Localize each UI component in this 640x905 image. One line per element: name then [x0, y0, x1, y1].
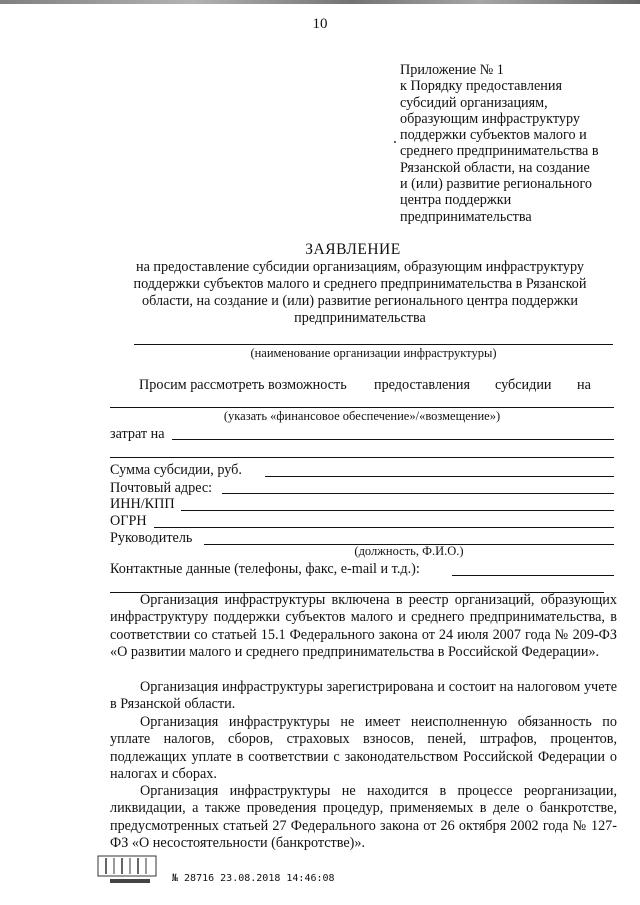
- costs-field[interactable]: [172, 439, 614, 440]
- statement-paragraph: [110, 679, 617, 714]
- subtitle-line: на предоставление субсидии организациям, образующим инфраструктуру: [135, 259, 585, 275]
- statement-text: Организация инфраструктуры зарегистрирована и состоит на налоговом учете в Рязанской области.: [110, 679, 617, 713]
- appendix-line: предпринимательства: [400, 208, 532, 225]
- inn-field[interactable]: [181, 510, 614, 511]
- statement-text: Организация инфраструктуры включена в реестр организаций, образующих инфраструктуру поддержки субъектов малого и среднего предпринимательства, в соответствии со статьей 15.1 Федерального закона от 24 июля 2007 года № 209-ФЗ «О развитии малого и среднего предпринимательства в Российской Федерации».: [110, 592, 617, 660]
- request-text-4: на: [577, 377, 591, 393]
- org-name-caption: (наименование организации инфраструктуры): [250, 346, 497, 360]
- ogrn-label: ОГРН: [110, 513, 147, 529]
- document-title: ЗАЯВЛЕНИЕ: [305, 241, 401, 258]
- appendix-line: и (или) развитие регионального: [400, 176, 593, 193]
- subtitle-line: поддержки субъектов малого и среднего предпринимательства в Рязанской: [133, 276, 587, 292]
- costs-label: затрат на: [110, 426, 165, 442]
- subtitle-line: предпринимательства: [294, 310, 426, 326]
- appendix-line: к Порядку предоставления: [400, 78, 562, 95]
- head-label: Руководитель: [110, 530, 193, 546]
- amount-label: Сумма субсидии, руб.: [110, 462, 242, 478]
- contacts-field[interactable]: [452, 575, 614, 576]
- request-text-3: субсидии: [495, 377, 552, 393]
- appendix-line: поддержки субъектов малого и: [400, 127, 587, 144]
- inn-label: ИНН/КПП: [110, 496, 175, 512]
- appendix-line: субсидий организациям,: [400, 94, 548, 111]
- subsidy-type-line[interactable]: [110, 407, 614, 408]
- scan-speck: [394, 141, 396, 143]
- appendix-line: среднего предпринимательства в: [400, 143, 599, 160]
- statement-paragraph: [110, 783, 617, 852]
- statement-text: Организация инфраструктуры не имеет неисполненную обязанность по уплате налогов, сборов, страховых взносов, пеней, штрафов, процентов, подлежащих уплате в соответствии с законодательством Российской Федерации о налогах и сборах.: [110, 714, 617, 782]
- page-number: 10: [312, 16, 328, 32]
- request-text-1: Просим рассмотреть возможность: [139, 377, 347, 393]
- amount-field[interactable]: [265, 476, 614, 477]
- request-text-2: предоставления: [374, 377, 471, 393]
- statement-paragraph: [110, 714, 617, 783]
- statement-paragraph: [110, 592, 617, 661]
- appendix-block: [400, 62, 640, 225]
- subsidy-type-caption: (указать «финансовое обеспечение»/«возмещение»): [223, 409, 501, 423]
- contacts-label: Контактные данные (телефоны, факс, e-mail и т.д.):: [110, 561, 420, 577]
- appendix-line: центра поддержки: [400, 192, 512, 209]
- ogrn-field[interactable]: [154, 527, 614, 528]
- head-caption: (должность, Ф.И.О.): [354, 544, 464, 558]
- appendix-line: Рязанской области, на создание: [400, 159, 590, 176]
- address-field[interactable]: [222, 493, 614, 494]
- scan-edge-artifact: [0, 0, 640, 4]
- registry-stamp-icon: [92, 852, 162, 886]
- costs-field-continued[interactable]: [110, 457, 614, 458]
- org-name-line[interactable]: [134, 344, 613, 345]
- appendix-line: Приложение № 1: [400, 62, 504, 78]
- statement-text: Организация инфраструктуры не находится в процессе реорганизации, ликвидации, а также проведения процедур, применяемых в деле о банкротстве, предусмотренных статьей 27 Федерального закона от 26 октября 2002 года № 127-ФЗ «О несостоятельности (банкротстве)».: [110, 783, 617, 851]
- address-label: Почтовый адрес:: [110, 480, 213, 496]
- registration-number: № 28716 23.08.2018 14:46:08: [172, 873, 335, 884]
- subtitle-line: области, на создание и (или) развитие регионального центра поддержки: [141, 293, 578, 309]
- document-subtitle: [100, 259, 620, 327]
- appendix-line: образующим инфраструктуру: [400, 110, 580, 127]
